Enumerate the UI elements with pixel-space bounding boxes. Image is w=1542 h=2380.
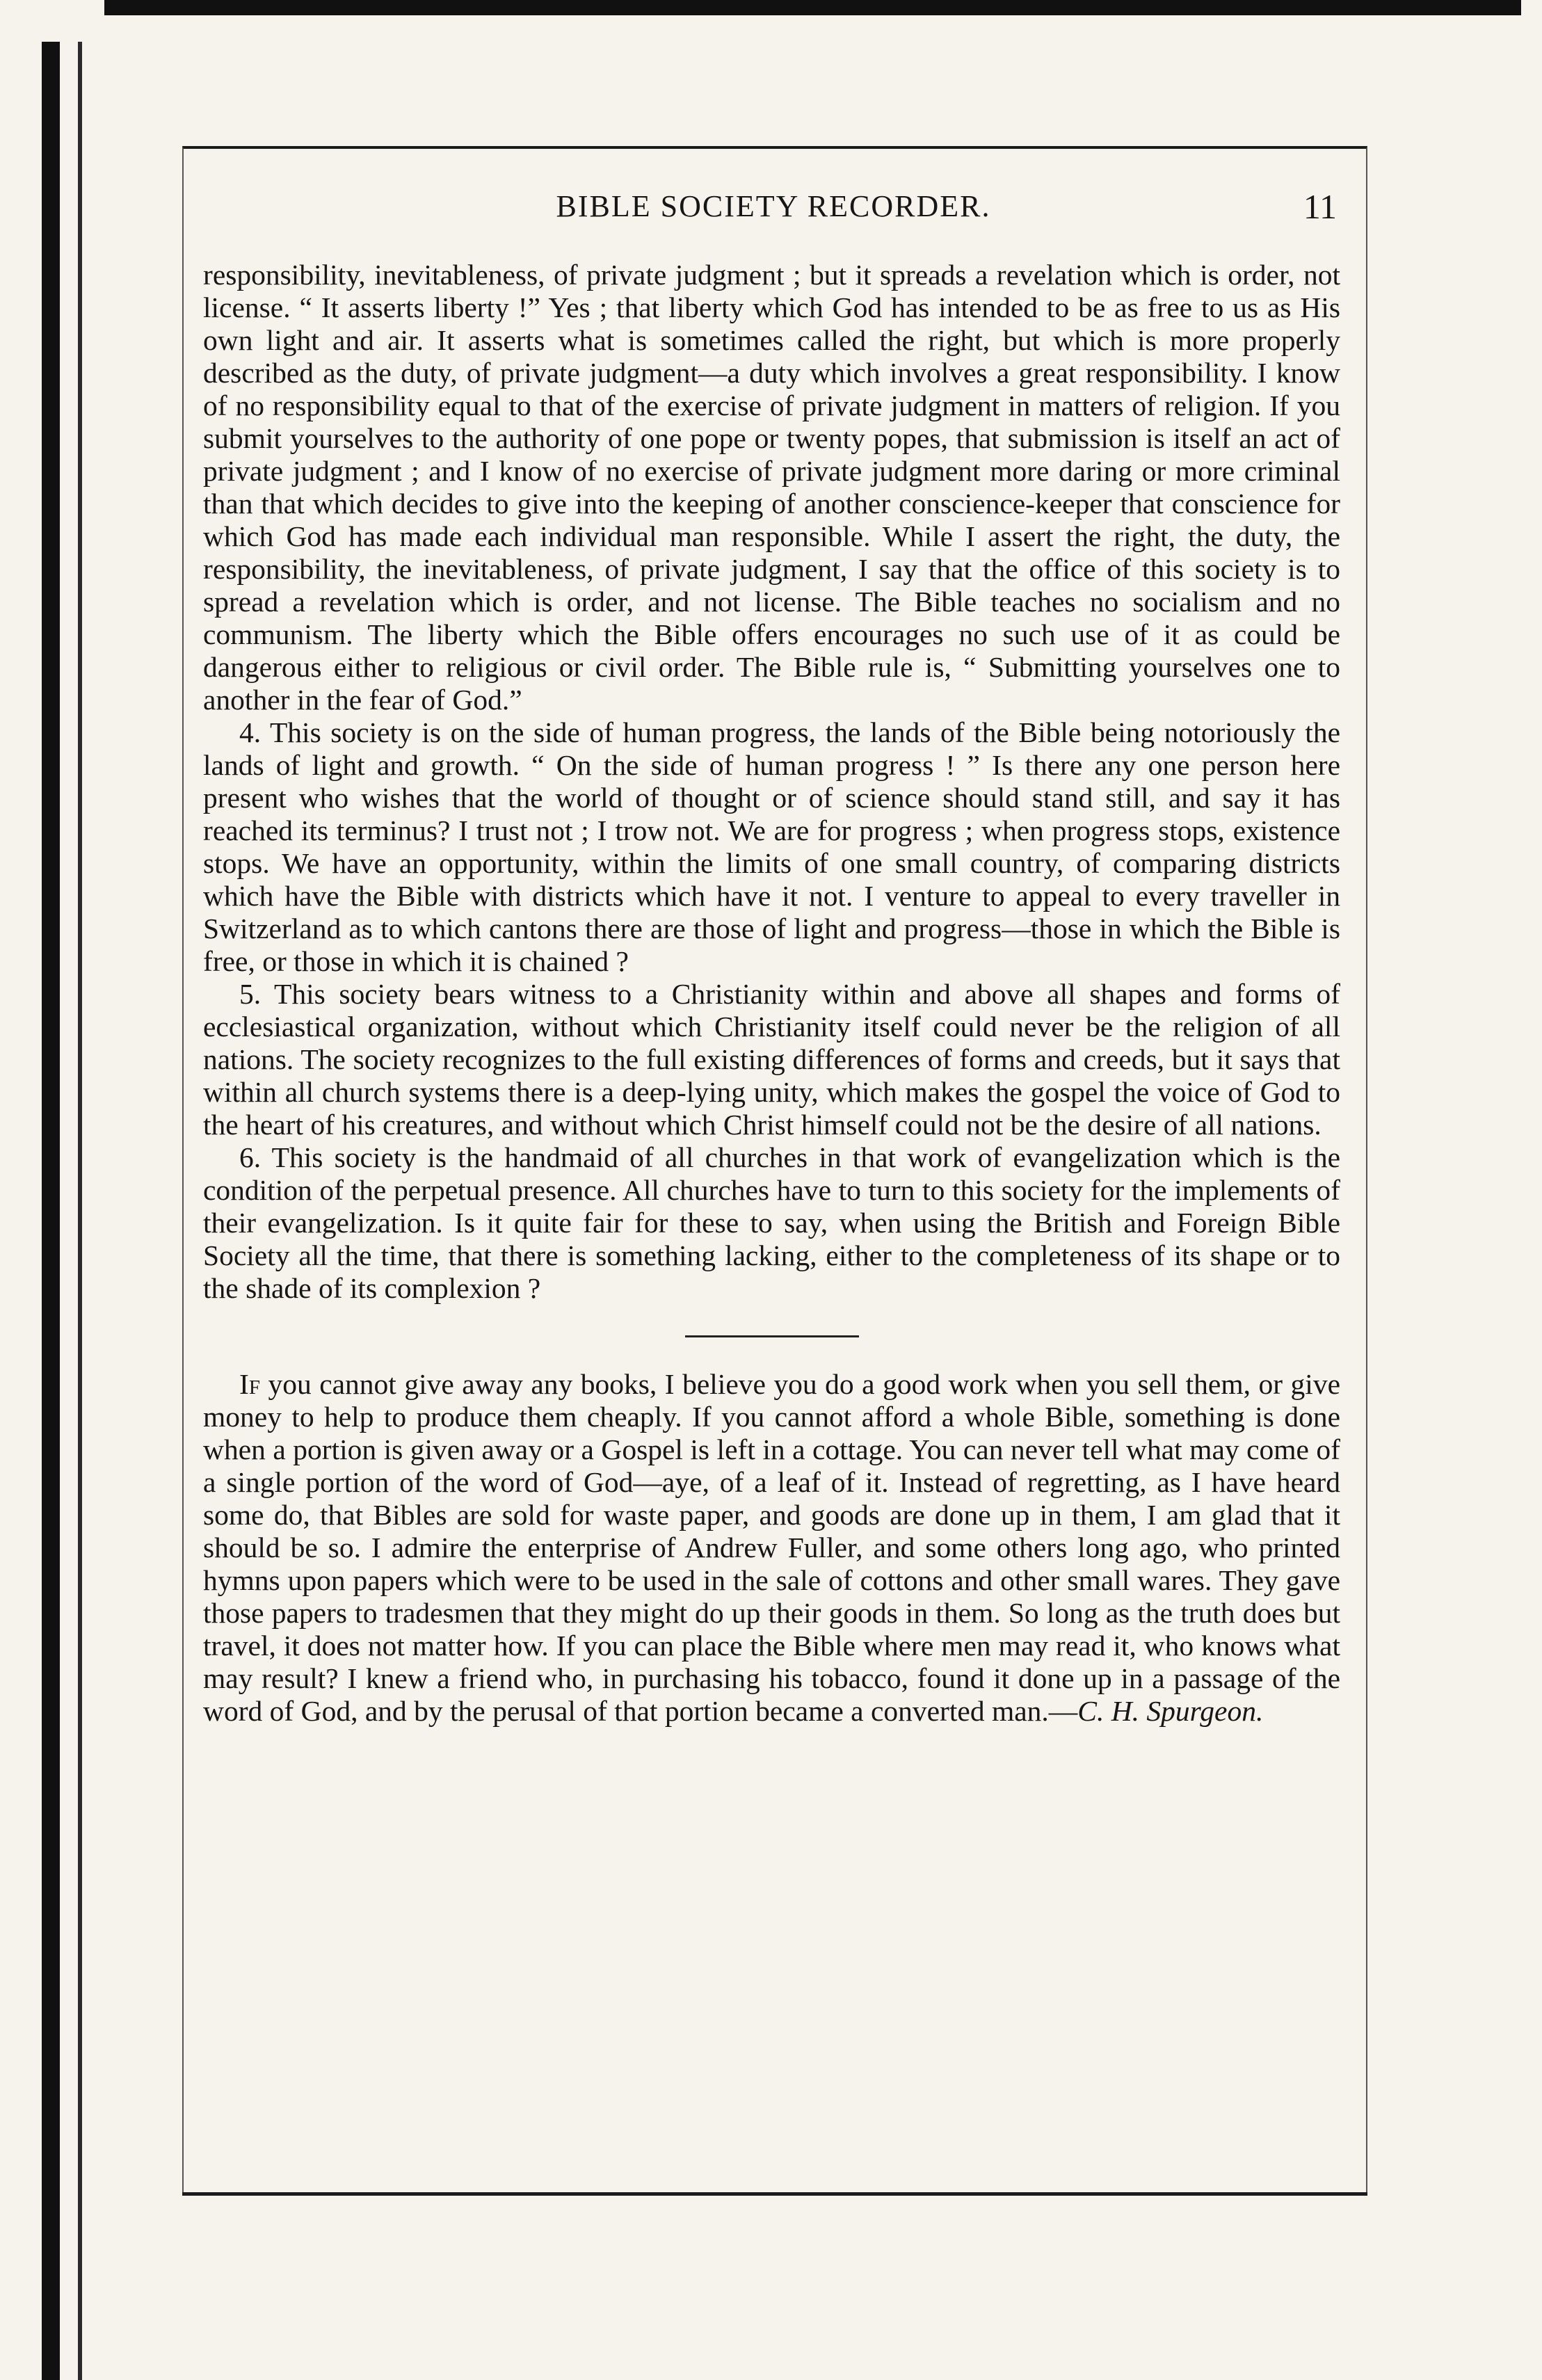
extract-paragraph — [203, 1368, 1340, 1728]
extract-body: you cannot give away any books, I believe you do a good work when you sell them, or give money to help to produce them cheaply. If you cannot afford a whole Bible, something is done when a portion is given away or a Gospel is left in a cottage. You can never tell what may come of a single portion of the word of God—aye, of a leaf of it. Instead of regretting, as I have heard some do, that Bibles are sold for waste paper, and goods are done up in them, I am glad that it should be so. I admire the enterprise of Andrew Fuller, and some others long ago, who printed hymns upon papers which were to be used in the sale of cottons and other small wares. They gave those papers to tradesmen that they might do up their goods in them. So long as the truth does but travel, it does not matter how. If you can place the Bible where men may read it, who knows what may result? I knew a friend who, in purchasing his tobacco, found it done up in a passage of the word of God, and by the perusal of that portion became a converted man.— — [203, 1368, 1340, 1727]
extract-lead: If — [239, 1368, 260, 1400]
paragraph-six: 6. This society is the handmaid of all churches in that work of evangelization which is the condition of the perpetual presence. All churches have to turn to this society for the implements of their evangelization. Is it quite fair for these to say, when using the British and Foreign Bible Society all the time, that there is something lacking, either to the completeness of its shape or to the shade of its complexion ? — [203, 1141, 1340, 1304]
binding-edge-inner — [78, 42, 82, 2380]
text-column — [203, 259, 1340, 1728]
section-divider — [685, 1335, 859, 1337]
binding-edge — [42, 42, 60, 2380]
paragraph-continued: responsibility, inevitableness, of private judgment ; but it spreads a revelation which is order, not license. “ It asserts liberty !” Yes ; that liberty which God has intended to be as free to us as His own light and air. It asserts what is sometimes called the right, but which is more properly described as the duty, of private judgment—a duty which involves a great responsibility. I know of no responsibility equal to that of the exercise of private judgment in matters of religion. If you submit yourselves to the authority of one pope or twenty popes, that submission is itself an act of private judgment ; and I know of no exercise of private judgment more daring or more criminal than that which decides to give into the keeping of another conscience-keeper that conscience for which God has made each individual man responsible. While I assert the right, the duty, the responsibility, the inevitableness, of private judgment, I say that the office of this society is to spread a revelation which is order, and not license. The Bible teaches no socialism and no communism. The liberty which the Bible offers encourages no such use of it as could be dangerous either to religious or civil order. The Bible rule is, “ Submitting yourselves one to another in the fear of God.” — [203, 259, 1340, 716]
running-head — [203, 182, 1344, 231]
top-border-rule — [104, 0, 1521, 15]
page-number: 11 — [1303, 187, 1337, 226]
extract-author: C. H. Spurgeon. — [1077, 1695, 1264, 1727]
paragraph-four: 4. This society is on the side of human progress, the lands of the Bible being notoriously the lands of light and growth. “ On the side of human progress ! ” Is there any one person here present who wishes that the world of thought or of science should stand still, and say it has reached its terminus? I trust not ; I trow not. We are for progress ; when progress stops, existence stops. We have an opportunity, within the limits of one small country, of comparing districts which have the Bible with districts which have it not. I venture to appeal to every traveller in Switzerland as to which cantons there are those of light and progress—those in which the Bible is free, or those in which it is chained ? — [203, 716, 1340, 977]
running-title: BIBLE SOCIETY RECORDER. — [556, 189, 991, 223]
bottom-border-rule — [182, 2192, 1367, 2196]
paragraph-five: 5. This society bears witness to a Christianity within and above all shapes and forms of ecclesiastical organization, without which Christianity itself could never be the religion of all nations. The society recognizes to the full existing differences of forms and creeds, but it says that within all church systems there is a deep-lying unity, which makes the gospel the voice of God to the heart of his creatures, and without which Christ himself could not be the desire of all nations. — [203, 978, 1340, 1141]
